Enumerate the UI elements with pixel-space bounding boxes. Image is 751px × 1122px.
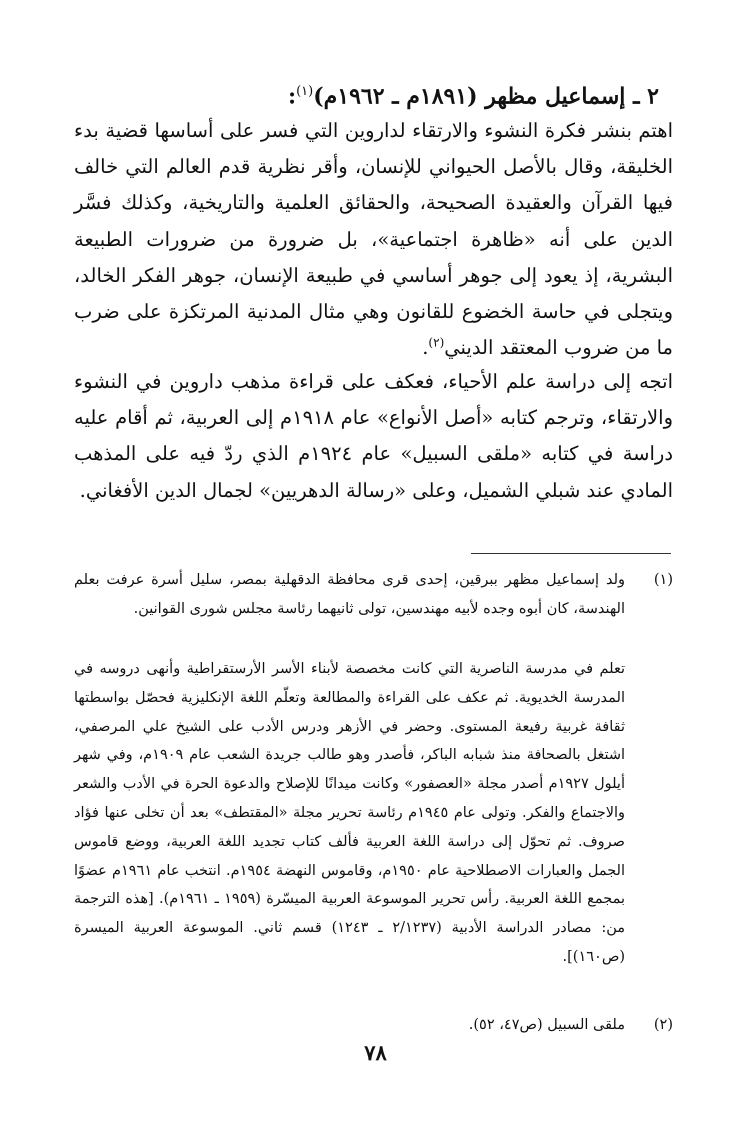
paragraph-1-text: اهتم بنشر فكرة النشوء والارتقاء لداروين التي فسر على أساسها قضية بدء الخليقة، وقال بالأصل الحيواني للإنسان، وأقر نظرية قدم العالم التي خالف فيها القرآن والعقيدة الصحيحة، والحقائق العلمية والتاريخية، وكذلك فسَّر الدين على أنه «ظاهرة اجتماعية»، بل ضرورة من ضرورات الطبيعة البشرية، إذ يعود إلى جوهر أساسي في طبيعة الإنسان، جوهر الفكر الخالد، ويتجلى في حاسة الخضوع للقانون وهي مثال المدنية المرتكزة على ضرب ما من ضروب المعتقد الديني — [74, 119, 673, 360]
paragraph-1-footnote-ref[interactable]: (٢) — [428, 335, 445, 350]
footnote-1-continuation-text: تعلم في مدرسة الناصرية التي كانت مخصصة لأبناء الأسر الأرستقراطية وأنهى دروسه في المدرسة الخديوية. ثم عكف على القراءة والمطالعة وتعلّم اللغة الإنكليزية فحصّل بواسطتها ثقافة غربية رفيعة المستوى. وحضر في الأزهر ودرس الأدب على الشيخ علي المرصفي، اشتغل بالصحافة منذ شبابه الباكر، فأصدر وهو طالب جريدة الشعب عام ١٩٠٩م، وفي شهر أيلول ١٩٢٧م أصدر مجلة «العصفور» وكانت ميدانًا للإصلاح والدعوة الحرة في الأدب والشعر والاجتماع والفكر. وتولى عام ١٩٤٥م رئاسة تحرير مجلة «المقتطف» بعد أن تخلى عنها فؤاد صروف. ثم تحوّل إلى دراسة اللغة العربية فألف كتاب تجديد اللغة العربية، ووضع قاموس الجمل والعبارات الاصطلاحية عام ١٩٥٠م، وقاموس النهضة ١٩٥٤م. انتخب عام ١٩٦١م عضوًا بمجمع اللغة العربية. رأس تحرير الموسوعة العربية الميسّرة (١٩٥٩ ـ ١٩٦١م). [هذه الترجمة من: مصادر الدراسة الأدبية (٢/١٢٣٧ ـ ١٢٤٣) قسم ثاني. الموسوعة العربية الميسرة (ص١٦٠)]. — [74, 661, 626, 965]
section-heading — [80, 72, 659, 116]
footnote-2 — [74, 1011, 673, 1040]
footnote-1-number: (١) — [653, 572, 673, 588]
section-heading-colon: : — [287, 83, 297, 110]
paragraph-2: اتجه إلى دراسة علم الأحياء، فعكف على قراءة مذهب داروين في النشوء والارتقاء، وترجم كتابه «أصل الأنواع» عام ١٩١٨م إلى العربية، ثم أقام عليه دراسة في كتابه «ملقى السبيل» عام ١٩٢٤م الذي ردّ فيه على المذهب المادي عند شبلي الشميل، وعلى «رسالة الدهريين» لجمال الدين الأفغاني. — [74, 370, 674, 502]
paragraph-1 — [74, 113, 673, 366]
footnote-1-continuation — [74, 655, 673, 972]
footnote-2-text: ملقى السبيل (ص٤٧، ٥٢). — [468, 1017, 625, 1033]
paragraph-1-end: . — [422, 336, 429, 360]
heading-footnote-ref[interactable]: (١) — [296, 84, 314, 99]
section-heading-text: ٢ ـ إسماعيل مظهر (١٨٩١م ـ ١٩٦٢م) — [313, 83, 659, 110]
footnote-2-number: (٢) — [653, 1017, 673, 1033]
footnote-1-text: ولد إسماعيل مظهر ببرقين، إحدى قرى محافظة الدقهلية بمصر، سليل أسرة عرفت بعلم الهندسة، كان أبوه وجده لأبيه مهندسين، تولى ثانيهما رئاسة مجلس شورى القوانين. — [74, 572, 625, 617]
footnote-1 — [74, 566, 673, 624]
page-number: ٧٨ — [364, 1040, 387, 1065]
footnote-separator — [471, 553, 671, 554]
